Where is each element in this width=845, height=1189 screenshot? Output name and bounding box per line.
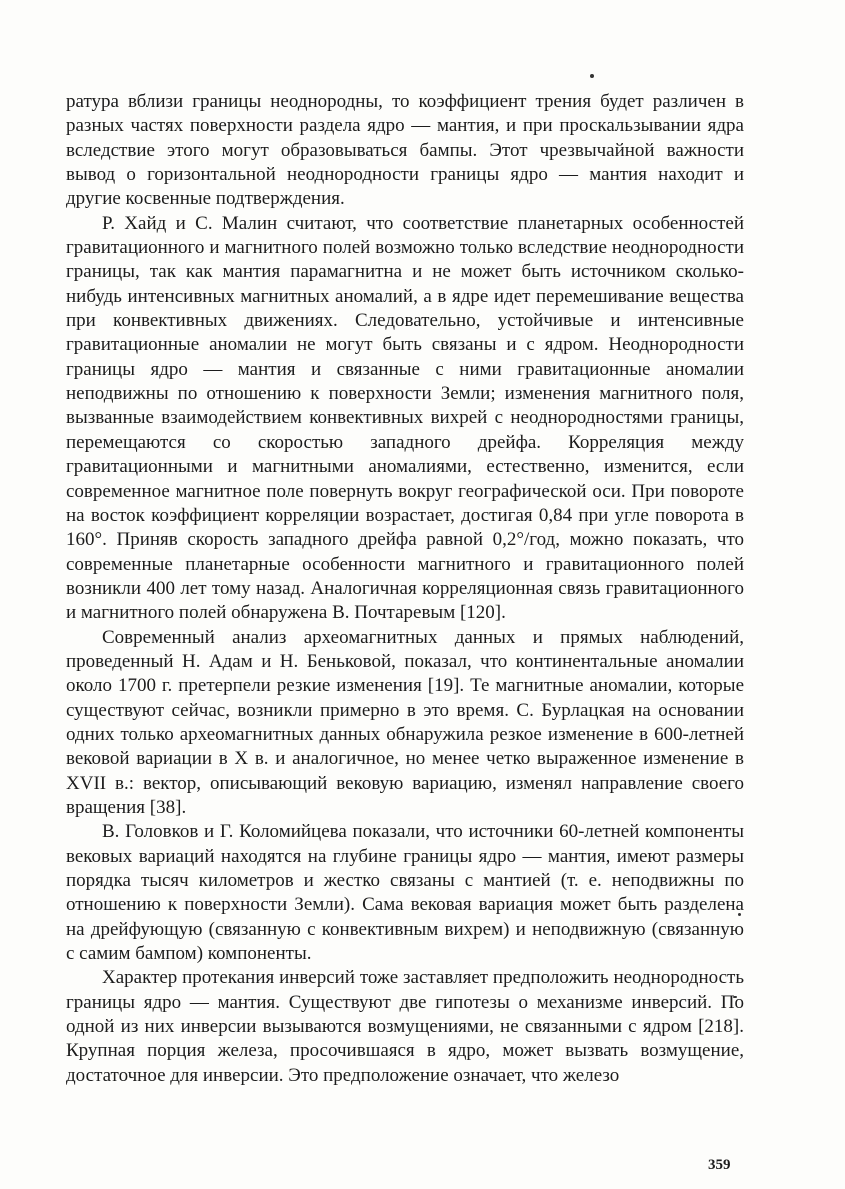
- paragraph: ратура вблизи границы неоднородны, то коэффициент трения будет различен в разных частях поверхности раздела ядро — мантия, и при проскальзывании ядра вследствие этого могут образовываться бампы. Этот чрезвычайной важности вывод о горизонтальной неоднородности границы ядро — мантия находит и другие косвенные подтверждения.: [66, 91, 744, 210]
- page-number: 359: [708, 1157, 731, 1173]
- paragraph: Характер протекания инверсий тоже заставляет предположить неоднородность границы ядро — мантия. Существуют две гипотезы о механизме инверсий. По одной из них инверсии вызываются возмущениями, не связанными с ядром [218]. Крупная порция железа, просочившаяся в ядро, может вызвать возмущение, достаточное для инверсии. Это предположение означает, что железо: [66, 967, 744, 1086]
- paragraph: В. Головков и Г. Коломийцева показали, что источники 60-летней компоненты вековых вариаций находятся на глубине границы ядро — мантия, имеют размеры порядка тысяч километров и жестко связаны с мантией (т. е. неподвижны по отношению к поверхности Земли). Сама вековая вариация может быть разделена на дрейфующую (связанную с конвективным вихрем) и неподвижную (связанную с самим бампом) компоненты.: [66, 821, 744, 965]
- paragraph: Р. Хайд и С. Малин считают, что соответствие планетарных особенностей гравитационного и магнитного полей возможно только вследствие неоднородности границы, так как мантия парамагнитна и не может быть источником сколько-нибудь интенсивных магнитных аномалий, а в ядре идет перемешивание вещества при конвективных движениях. Следовательно, устойчивые и интенсивные гравитационные аномалии не могут быть связаны и с ядром. Неоднородности границы ядро — мантия и связанные с ними гравитационные аномалии неподвижны по отношению к поверхности Земли; изменения магнитного поля, вызванные взаимодействием конвективных вихрей с неоднородностями границы, перемещаются со скоростью западного дрейфа. Корреляция между гравитационными и магнитными аномалиями, естественно, изменится, если современное магнитное поле повернуть вокруг географической оси. При повороте на восток коэффициент корреляции возрастает, достигая 0,84 при угле поворота в 160°. Приняв скорость западного дрейфа равной 0,2°/год, можно показать, что современные планетарные особенности магнитного и гравитационного полей возникли 400 лет тому назад. Аналогичная корреляционная связь гравитационного и магнитного полей обнаружена В. Почтаревым [120].: [66, 212, 744, 624]
- ink-speck: [590, 74, 594, 78]
- body-text: [66, 90, 744, 1088]
- paragraph: Современный анализ археомагнитных данных и прямых наблюдений, проведенный Н. Адам и Н. Беньковой, показал, что континентальные аномалии около 1700 г. претерпели резкие изменения [19]. Те магнитные аномалии, которые существуют сейчас, возникли примерно в это время. С. Бурлацкая на основании одних только археомагнитных данных обнаружила резкое изменение в 600-летней вековой вариации в X в. и аналогичное, но менее четко выраженное изменение в XVII в.: вектор, описывающий вековую вариацию, изменял направление своего вращения [38].: [66, 626, 744, 818]
